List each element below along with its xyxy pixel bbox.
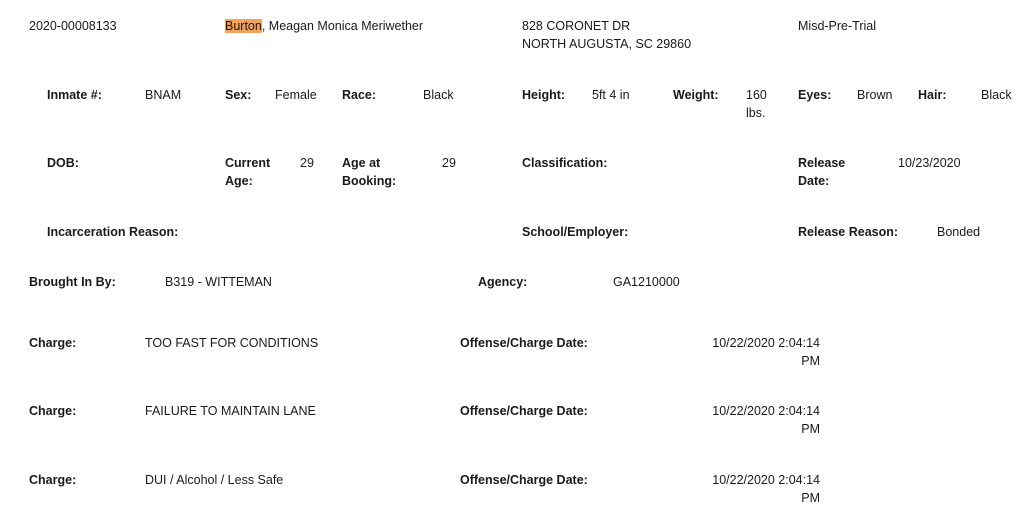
release-date-label-line1: Release bbox=[798, 156, 846, 170]
release-reason-value: Bonded bbox=[937, 225, 981, 239]
hair-value: Black bbox=[981, 88, 1012, 102]
charge-label: Charge: bbox=[29, 473, 77, 487]
age-at-booking-value: 29 bbox=[442, 156, 456, 170]
current-age-label-line2: Age: bbox=[225, 174, 253, 188]
dob-label: DOB: bbox=[47, 156, 79, 170]
height-value: 5ft 4 in bbox=[592, 88, 630, 102]
height-label: Height: bbox=[522, 88, 566, 102]
offense-date-value-line2: PM bbox=[801, 422, 820, 436]
rest-of-name: , Meagan Monica Meriwether bbox=[261, 19, 424, 33]
race-value: Black bbox=[423, 88, 454, 102]
offense-date-label: Offense/Charge Date: bbox=[460, 404, 588, 418]
status-text: Misd-Pre-Trial bbox=[798, 19, 877, 33]
weight-value-number: 160 bbox=[746, 88, 767, 102]
age-at-booking-label-line2: Booking: bbox=[342, 174, 397, 188]
offense-date-label: Offense/Charge Date: bbox=[460, 336, 588, 350]
eyes-label: Eyes: bbox=[798, 88, 832, 102]
offense-date-value-line1: 10/22/2020 2:04:14 bbox=[712, 336, 820, 350]
brought-in-by-label: Brought In By: bbox=[29, 275, 116, 289]
eyes-value: Brown bbox=[857, 88, 893, 102]
inmate-number-value: BNAM bbox=[145, 88, 182, 102]
inmate-number-label: Inmate #: bbox=[47, 88, 102, 102]
age-at-booking-label-line1: Age at bbox=[342, 156, 381, 170]
brought-in-by-value: B319 - WITTEMAN bbox=[165, 275, 272, 289]
charge-label: Charge: bbox=[29, 404, 77, 418]
offense-date-value-line1: 10/22/2020 2:04:14 bbox=[712, 404, 820, 418]
release-date-label-line2: Date: bbox=[798, 174, 830, 188]
agency-label: Agency: bbox=[478, 275, 528, 289]
charge-label: Charge: bbox=[29, 336, 77, 350]
sex-value: Female bbox=[275, 88, 317, 102]
charge-description: TOO FAST FOR CONDITIONS bbox=[145, 336, 319, 350]
inmate-name bbox=[225, 17, 423, 35]
race-label: Race: bbox=[342, 88, 377, 102]
offense-date-label: Offense/Charge Date: bbox=[460, 473, 588, 487]
offense-date-value-line2: PM bbox=[801, 354, 820, 368]
sex-label: Sex: bbox=[225, 88, 252, 102]
current-age-label-line1: Current bbox=[225, 156, 271, 170]
offense-date-value-line1: 10/22/2020 2:04:14 bbox=[712, 473, 820, 487]
weight-label: Weight: bbox=[673, 88, 719, 102]
charge-description: FAILURE TO MAINTAIN LANE bbox=[145, 404, 316, 418]
address-line2: NORTH AUGUSTA, SC 29860 bbox=[522, 37, 692, 51]
hair-label: Hair: bbox=[918, 88, 947, 102]
weight-value-unit: lbs. bbox=[746, 106, 766, 120]
agency-value: GA1210000 bbox=[613, 275, 680, 289]
classification-label: Classification: bbox=[522, 156, 608, 170]
release-reason-label: Release Reason: bbox=[798, 225, 899, 239]
booking-number: 2020-00008133 bbox=[29, 19, 117, 33]
incarceration-reason-label: Incarceration Reason: bbox=[47, 225, 179, 239]
offense-date-value-line2: PM bbox=[801, 491, 820, 505]
release-date-value: 10/23/2020 bbox=[898, 156, 961, 170]
address-line1: 828 CORONET DR bbox=[522, 19, 631, 33]
charge-description: DUI / Alcohol / Less Safe bbox=[145, 473, 284, 487]
last-name-highlight: Burton bbox=[225, 19, 262, 33]
current-age-value: 29 bbox=[300, 156, 314, 170]
school-employer-label: School/Employer: bbox=[522, 225, 629, 239]
